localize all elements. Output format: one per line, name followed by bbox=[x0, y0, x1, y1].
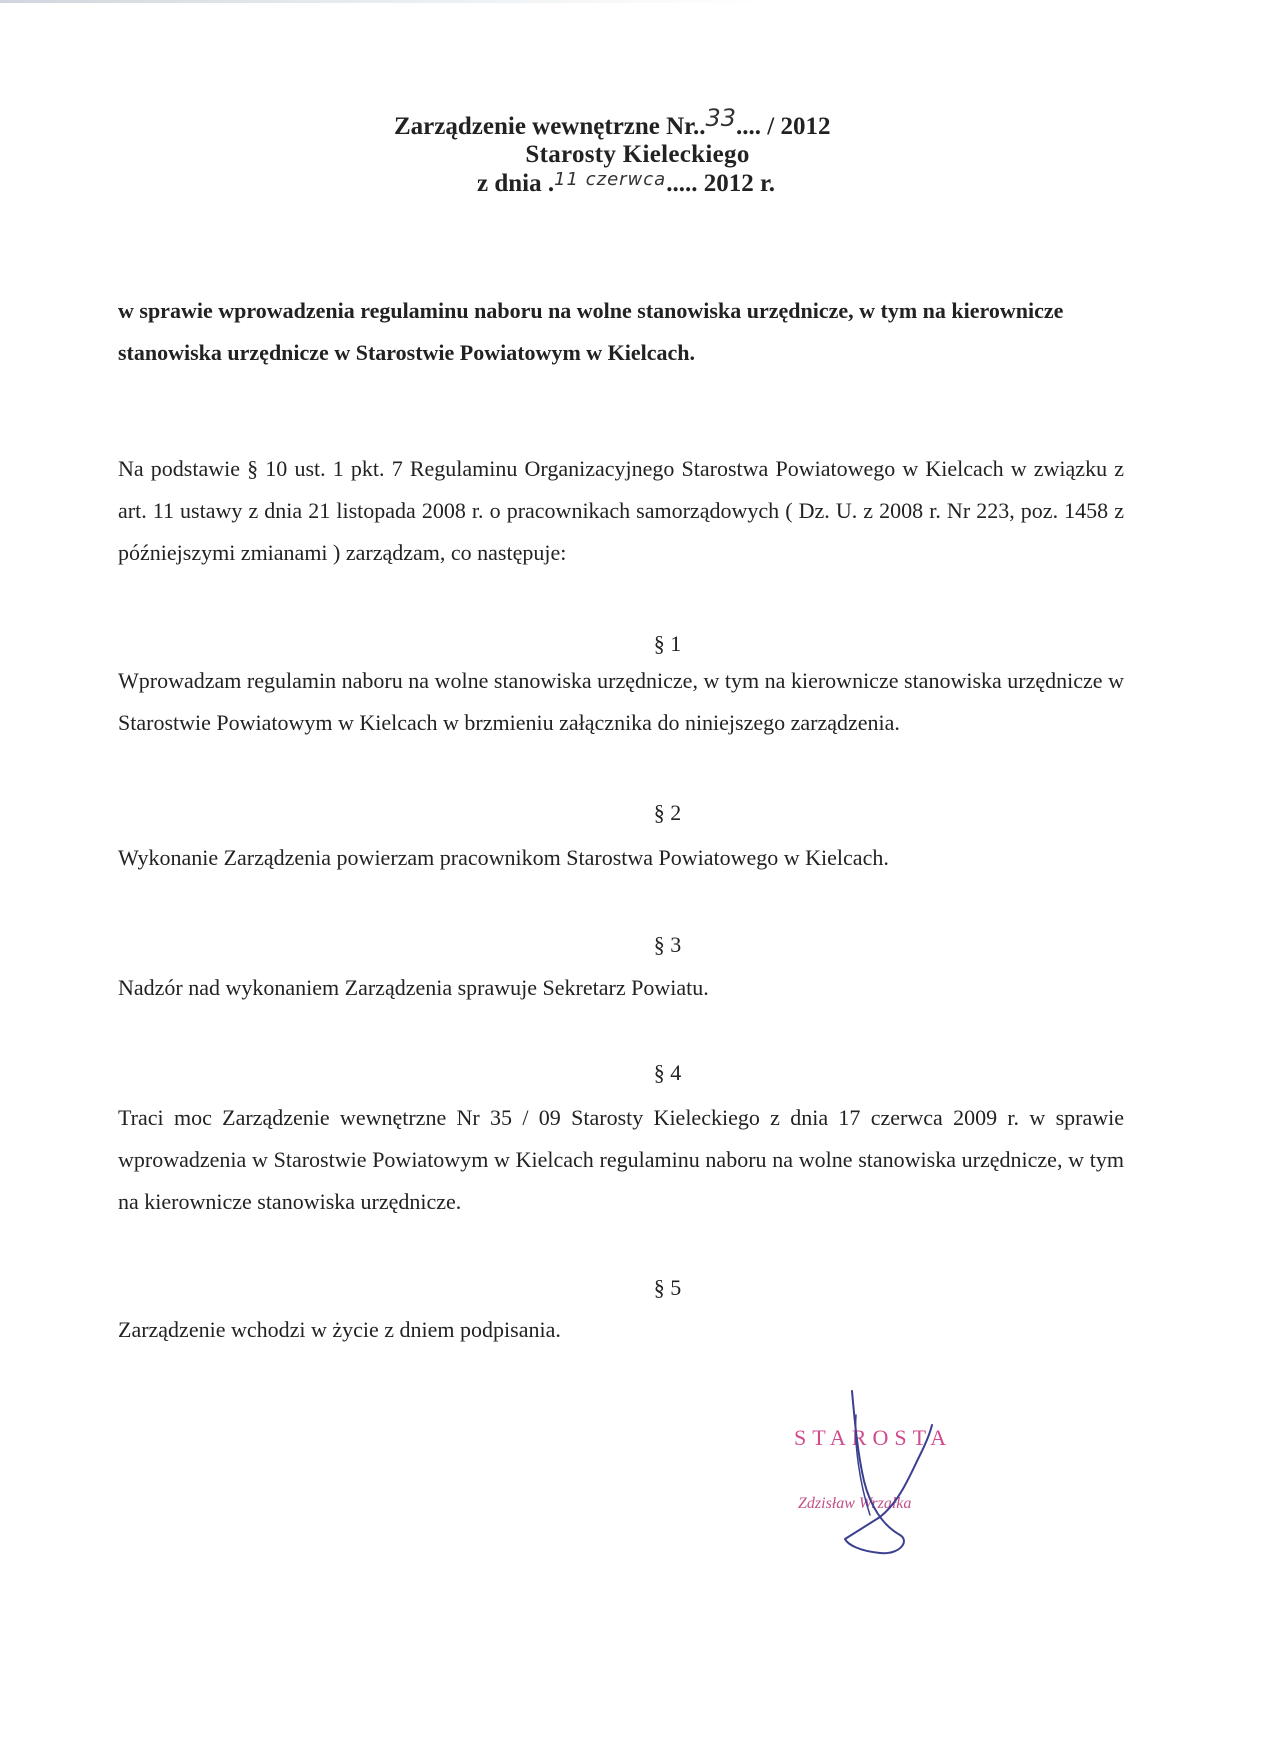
section-2-label: § 2 bbox=[653, 800, 682, 825]
section-2-text: Wykonanie Zarządzenia powierzam pracownikom Starostwa Powiatowego w Kielcach. bbox=[118, 845, 889, 870]
section-3-text: Nadzór nad wykonaniem Zarządzenia sprawuje Sekretarz Powiatu. bbox=[118, 975, 709, 1000]
section-4-text: Traci moc Zarządzenie wewnętrzne Nr 35 / 09 Starosty Kieleckiego z dnia 17 czerwca 2009 r. w sprawie wprowadzenia w Starostwie Powiatowym w Kielcach regulaminu naboru na wolne stanowiska urzędnicze, w tym na kierownicze stanowiska urzędnicze. bbox=[118, 1105, 1124, 1214]
section-5-label: § 5 bbox=[653, 1275, 682, 1300]
header-number-suffix: .... / 2012 bbox=[736, 113, 831, 140]
section-3-label: § 3 bbox=[653, 932, 682, 957]
header-date-suffix: ..... 2012 r. bbox=[666, 170, 776, 197]
document-subject: w sprawie wprowadzenia regulaminu naboru na wolne stanowiska urzędnicze, w tym na kierownicze stanowiska urzędnicze w Starostwie Powiatowym w Kielcach. bbox=[118, 298, 1064, 365]
handwritten-date: 11 czerwca bbox=[554, 169, 667, 190]
official-stamp bbox=[760, 1385, 1020, 1565]
header-line-2: Starosty Kieleckiego bbox=[525, 141, 750, 168]
section-5-text: Zarządzenie wchodzi w życie z dniem podpisania. bbox=[118, 1317, 561, 1342]
header-number-prefix: Zarządzenie wewnętrzne Nr.. bbox=[394, 113, 706, 140]
handwritten-number: 33 bbox=[705, 104, 737, 132]
header-date-prefix: z dnia . bbox=[477, 170, 555, 197]
section-1-text: Wprowadzam regulamin naboru na wolne stanowiska urzędnicze, w tym na kierownicze stanowiska urzędnicze w Starostwie Powiatowym w Kielcach w brzmieniu załącznika do niniejszego zarządzenia. bbox=[118, 668, 1124, 735]
section-1-label: § 1 bbox=[653, 631, 682, 656]
preamble-paragraph: Na podstawie § 10 ust. 1 pkt. 7 Regulaminu Organizacyjnego Starostwa Powiatowego w Kielcach w związku z art. 11 ustawy z dnia 21 listopada 2008 r. o pracownikach samorządowych ( Dz. U. z 2008 r. Nr 223, poz. 1458 z późniejszymi zmianami ) zarządzam, co następuje: bbox=[118, 456, 1124, 565]
stamp-name: Zdzisław Wrzałka bbox=[798, 1495, 912, 1512]
section-4-label: § 4 bbox=[653, 1060, 682, 1085]
stamp-title: STAROSTA bbox=[794, 1425, 953, 1450]
handwritten-signature bbox=[760, 1385, 1020, 1565]
scan-edge bbox=[0, 0, 1275, 3]
header-line-3 bbox=[477, 170, 775, 198]
header-line-1 bbox=[394, 104, 831, 141]
